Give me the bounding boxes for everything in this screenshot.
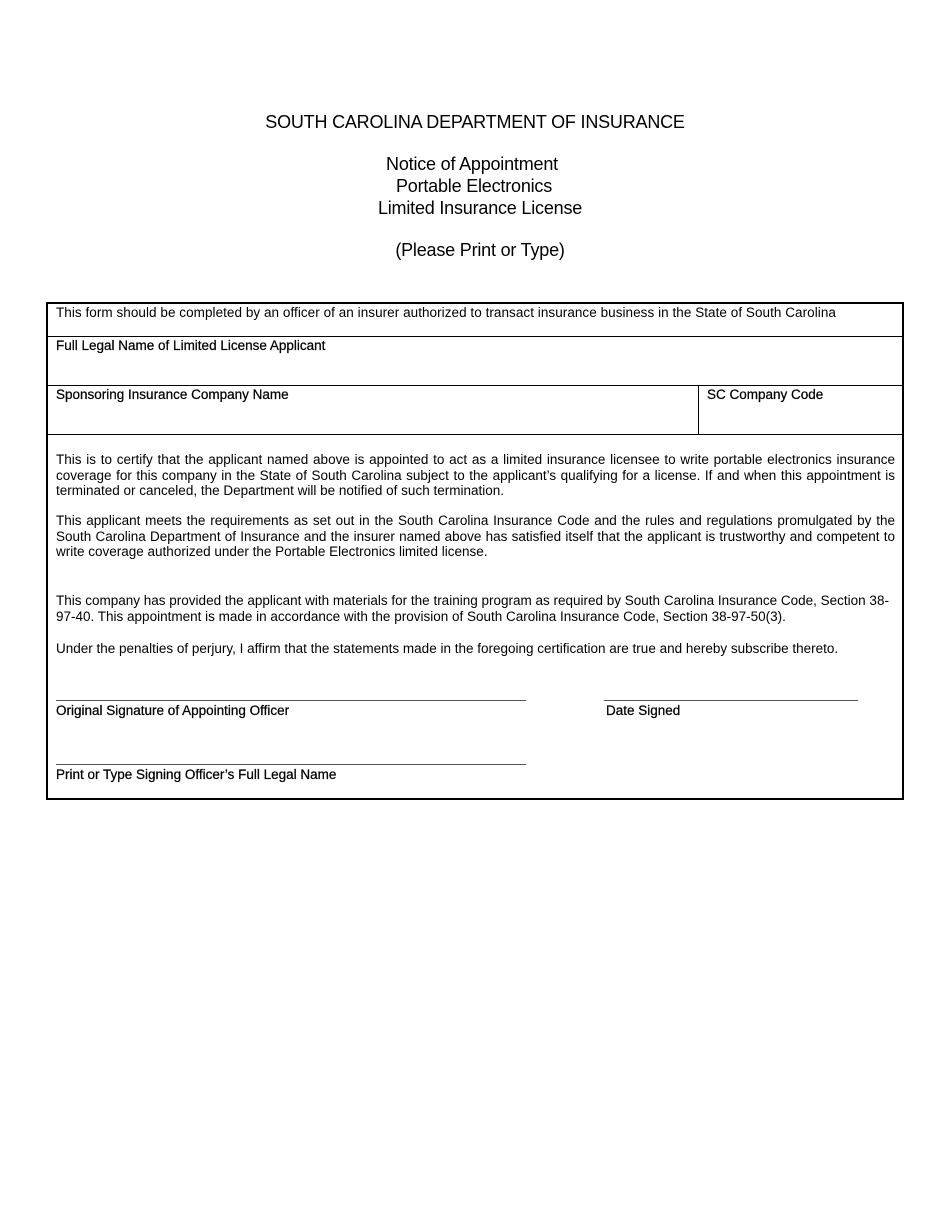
date-signed-line[interactable] bbox=[604, 700, 858, 701]
company-name-cell bbox=[48, 386, 699, 434]
applicant-name-label: Full Legal Name of Limited License Applicant bbox=[56, 338, 326, 353]
officer-name-line[interactable] bbox=[56, 764, 526, 765]
company-row bbox=[48, 386, 902, 435]
officer-signature-line[interactable] bbox=[56, 700, 526, 701]
form-title-line-2: Portable Electronics bbox=[395, 176, 553, 196]
form-title-line-1: Notice of Appointment bbox=[386, 154, 558, 174]
company-name-label: Sponsoring Insurance Company Name bbox=[56, 387, 289, 402]
training-paragraph: This company has provided the applicant with materials for the training program as required by South Carolina Insurance Code, Section 38-97-40. This appointment is made in accordance with the provision of South Carolina Insurance Code, Section 38-97-50(3). bbox=[56, 593, 889, 624]
requirements-paragraph: This applicant meets the requirements as set out in the South Carolina Insurance Code and the rules and regulations promulgated by the South Carolina Department of Insurance and the insurer named above has satisfied itself that the applicant is trustworthy and competent to write coverage authorized under the Portable Electronics limited license. bbox=[56, 513, 895, 560]
date-signed-label: Date Signed bbox=[606, 703, 681, 718]
officer-name-label: Print or Type Signing Officer’s Full Legal Name bbox=[56, 767, 337, 782]
applicant-name-field[interactable] bbox=[56, 357, 894, 379]
company-code-field[interactable] bbox=[707, 406, 894, 428]
appointment-form bbox=[46, 302, 904, 800]
form-intro-row bbox=[48, 304, 902, 337]
form-intro-text: This form should be completed by an officer of an insurer authorized to transact insurance business in the State of South Carolina bbox=[56, 305, 836, 320]
officer-signature-label: Original Signature of Appointing Officer bbox=[56, 703, 290, 718]
agency-name: SOUTH CAROLINA DEPARTMENT OF INSURANCE bbox=[265, 112, 685, 132]
company-name-field[interactable] bbox=[56, 406, 690, 428]
company-code-cell bbox=[699, 386, 902, 434]
print-instruction: (Please Print or Type) bbox=[395, 240, 565, 260]
perjury-paragraph: Under the penalties of perjury, I affirm that the statements made in the foregoing certification are true and hereby subscribe thereto. bbox=[56, 641, 839, 656]
certification-paragraph: This is to certify that the applicant named above is appointed to act as a limited insurance licensee to write portable electronics insurance coverage for this company in the State of South Carolina subject to the applicant’s qualifying for a license. If and when this appointment is terminated or canceled, the Department will be notified of such termination. bbox=[56, 452, 895, 499]
applicant-name-row bbox=[48, 337, 902, 386]
company-code-label: SC Company Code bbox=[707, 387, 824, 402]
form-title-line-3: Limited Insurance License bbox=[377, 198, 583, 218]
